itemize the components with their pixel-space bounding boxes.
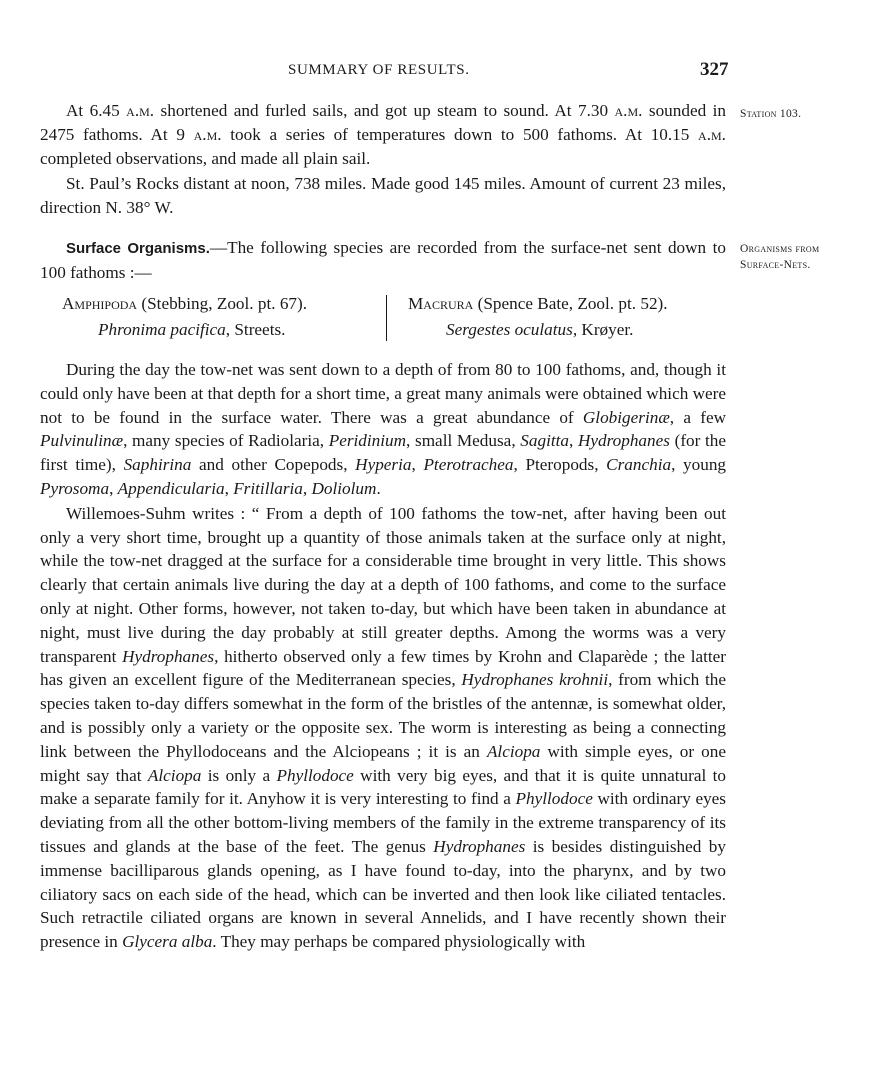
station-block [40, 99, 726, 220]
running-title: SUMMARY OF RESULTS. [288, 62, 470, 78]
page-header [0, 58, 880, 84]
station-paragraph: At 6.45 a.m. shortened and furled sails, and got up steam to sound. At 7.30 a.m. sounded in 2475 fathoms. At 9 a.m. took a series of temperatures down to 500 fathoms. At 10.15 a.m. completed observations, and made all plain sail. [40, 101, 726, 168]
am-label: a.m. [614, 101, 643, 120]
taxa-left-column [62, 291, 392, 343]
taxa-table [40, 291, 726, 343]
species-entry: Phronima pacifica, Streets. [98, 320, 286, 339]
sidenote-organisms [740, 241, 870, 273]
taxon-group: Amphipoda [62, 294, 138, 313]
page-number: 327 [700, 59, 729, 80]
am-label: a.m. [126, 101, 155, 120]
column-divider [386, 295, 387, 341]
townet-paragraph: During the day the tow-net was sent down to a depth of from 80 to 100 fathoms, and, though it could only have been at that depth for a short time, a great many animals were obtained which were not to be found in the surface water. There was a great abundance of Globigerinæ, a few Pulvinulinæ, many species of Radiolaria, Peridinium, small Medusa, Sagitta, Hydrophanes (for the first time), Saphirina and other Copepods, Hyperia, Pterotrachea, Pteropods, Cranchia, young Pyrosoma, Appendicularia, Fritillaria, Doliolum. [40, 360, 727, 498]
body-text [40, 358, 726, 954]
sidenote-organisms-line2: Surface-Nets. [740, 259, 811, 271]
section-lead: Surface Organisms. [66, 240, 210, 257]
quote-paragraph: Willemoes-Suhm writes : “ From a depth of 100 fathoms the tow-net, after having been out only a very short time, brought up a quantity of those animals taken at the surface only at night, while the tow-net dragged at the surface for a considerable time brought in very little. This shows clearly that certain animals live during the day at a depth of 100 fathoms, and come to the surface only at night. Other forms, however, not taken to-day, but which have been taken in abundance at night, must live during the day probably at still greater depths. Among the worms was a very transparent Hydrophanes, hitherto observed only a few times by Krohn and Claparède ; the latter has given an excellent figure of the Mediterranean species, Hydrophanes krohnii, from which the species taken to-day differs somewhat in the form of the bristles of the antennæ, is somewhat older, and is possibly only a variety or the opposite sex. The worm is interesting as being a connecting link between the Phyllodoceans and the Alciopeans ; it is an Alciopa with simple eyes, or one might say that Alciopa is only a Phyllodoce with very big eyes, and that it is quite unnatural to make a separate family for it. Anyhow it is very interesting to find a Phyllodoce with ordinary eyes deviating from all the other bottom-living members of the family in the extreme transparency of its tissues and glands at the base of the feet. The genus Hydrophanes is besides distinguished by immense bacilliparous glands opening, as I have found to-day, into the pharynx, and by two ciliatory sacs on each side of the head, which can be inverted and then look like ciliated tentacles. Such retractile ciliated organs are known in several Annelids, and I have recently shown their presence in Glycera alba. They may perhaps be compared physiologically with [40, 503, 727, 952]
surface-organisms-paragraph: Surface Organisms.—The following species are recorded from the surface-net sent down to 100 fathoms :— [40, 238, 726, 282]
sidenote-organisms-line1: Organisms from [740, 243, 820, 255]
sidenote-station: Station 103. [740, 108, 802, 120]
am-label: a.m. [698, 124, 726, 144]
species-entry: Sergestes oculatus, Krøyer. [446, 320, 634, 339]
surface-organisms-block [40, 236, 726, 285]
position-paragraph: St. Paul’s Rocks distant at noon, 738 miles. Made good 145 miles. Amount of current 23 miles, direction N. 38° W. [40, 174, 726, 218]
taxon-reference: (Spence Bate, Zool. pt. 52). [473, 294, 668, 313]
taxa-right-column [408, 291, 726, 343]
taxon-reference: (Stebbing, Zool. pt. 67). [137, 294, 308, 313]
am-label: a.m. [193, 124, 222, 144]
taxon-group: Macrura [408, 294, 474, 313]
